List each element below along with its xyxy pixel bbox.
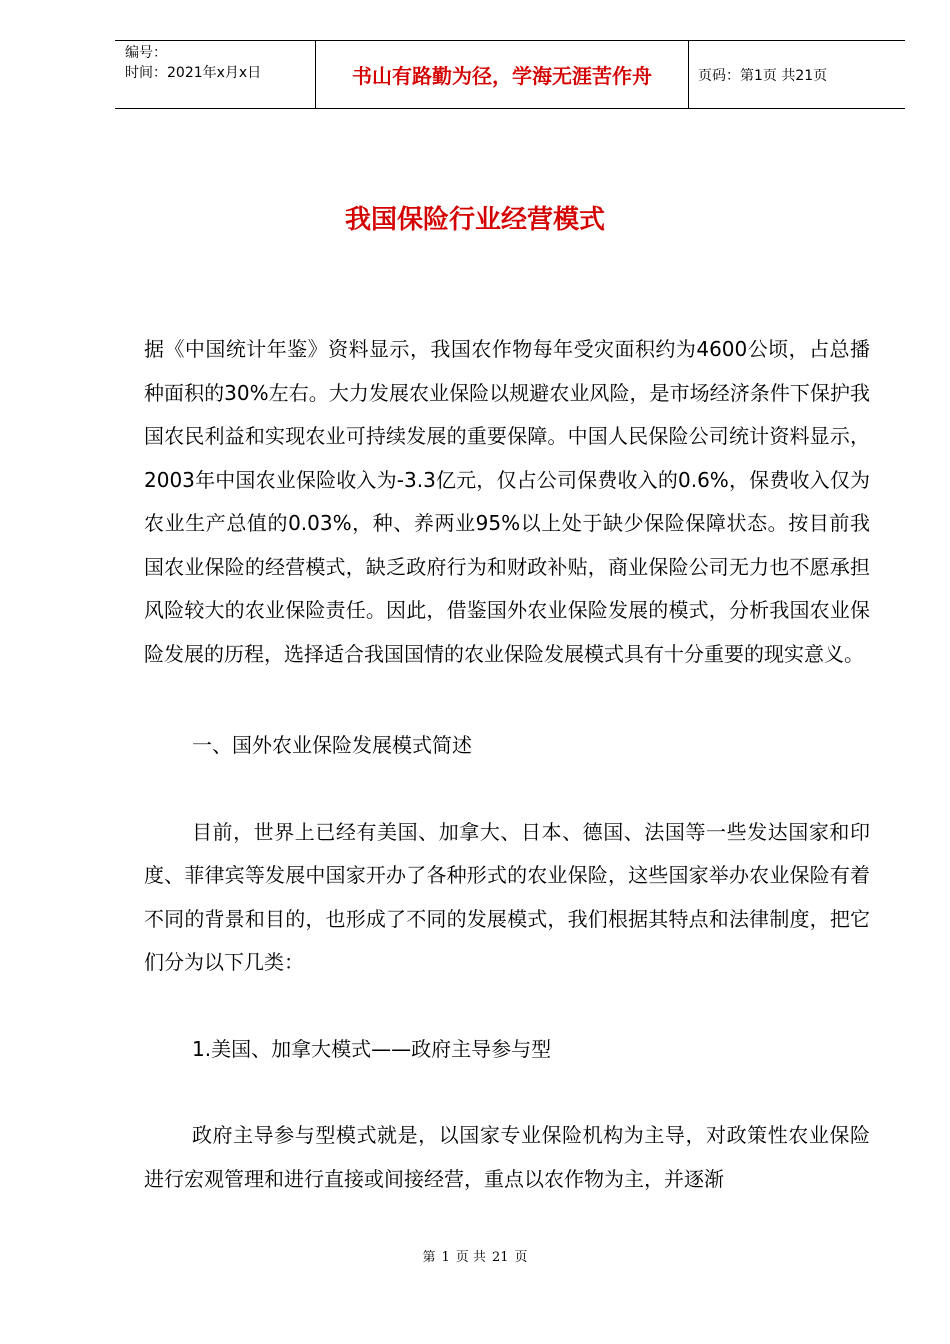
page-header <box>115 40 905 109</box>
document-number-label: 编号： <box>125 45 167 61</box>
footer-suffix: 页 <box>514 1250 528 1265</box>
footer-page-number: 1 <box>441 1250 450 1265</box>
header-meta <box>115 41 315 108</box>
footer-middle: 页 共 <box>455 1250 486 1265</box>
paragraph-overview: 目前，世界上已经有美国、加拿大、日本、德国、法国等一些发达国家和印度、菲律宾等发展中国家开办了各种形式的农业保险，这些国家举办农业保险有着不同的背景和目的，也形成了不同的发展模式，我们根据其特点和法律制度，把它们分为以下几类： <box>144 819 870 974</box>
header-motto: 书山有路勤为径，学海无涯苦作舟 <box>315 41 689 108</box>
header-page-code: 页码：第1页 共21页 <box>698 67 828 84</box>
paragraph-model-description: 政府主导参与型模式就是，以国家专业保险机构为主导，对政策性农业保险进行宏观管理和进行直接或间接经营，重点以农作物为主，并逐渐 <box>144 1123 870 1191</box>
page-footer <box>0 1246 950 1265</box>
document-title: 我国保险行业经营模式 <box>344 205 605 235</box>
document-date: 时间：2021年x月x日 <box>125 65 262 81</box>
paragraph-intro: 据《中国统计年鉴》资料显示，我国农作物每年受灾面积约为4600公顷，占总播种面积的30%左右。大力发展农业保险以规避农业风险，是市场经济条件下保护我国农民利益和实现农业可持续发展的重要保障。中国人民保险公司统计资料显示，2003年中国农业保险收入为-3.3亿元，仅占公司保费收入的0.6%，保费收入仅为农业生产总值的0.03%，种、养两业95%以上处于缺少保险保障状态。按目前我国农业保险的经营模式，缺乏政府行为和财政补贴，商业保险公司无力也不愿承担风险较大的农业保险责任。因此，借鉴国外农业保险发展的模式，分析我国农业保险发展的历程，选择适合我国国情的农业保险发展模式具有十分重要的现实意义。 <box>144 337 870 666</box>
footer-total-pages: 21 <box>491 1250 509 1265</box>
section-heading-1: 一、国外农业保险发展模式简述 <box>192 733 472 757</box>
footer-prefix: 第 <box>422 1250 436 1265</box>
document-body <box>144 328 870 1201</box>
subsection-heading-1: 1.美国、加拿大模式——政府主导参与型 <box>192 1036 552 1061</box>
